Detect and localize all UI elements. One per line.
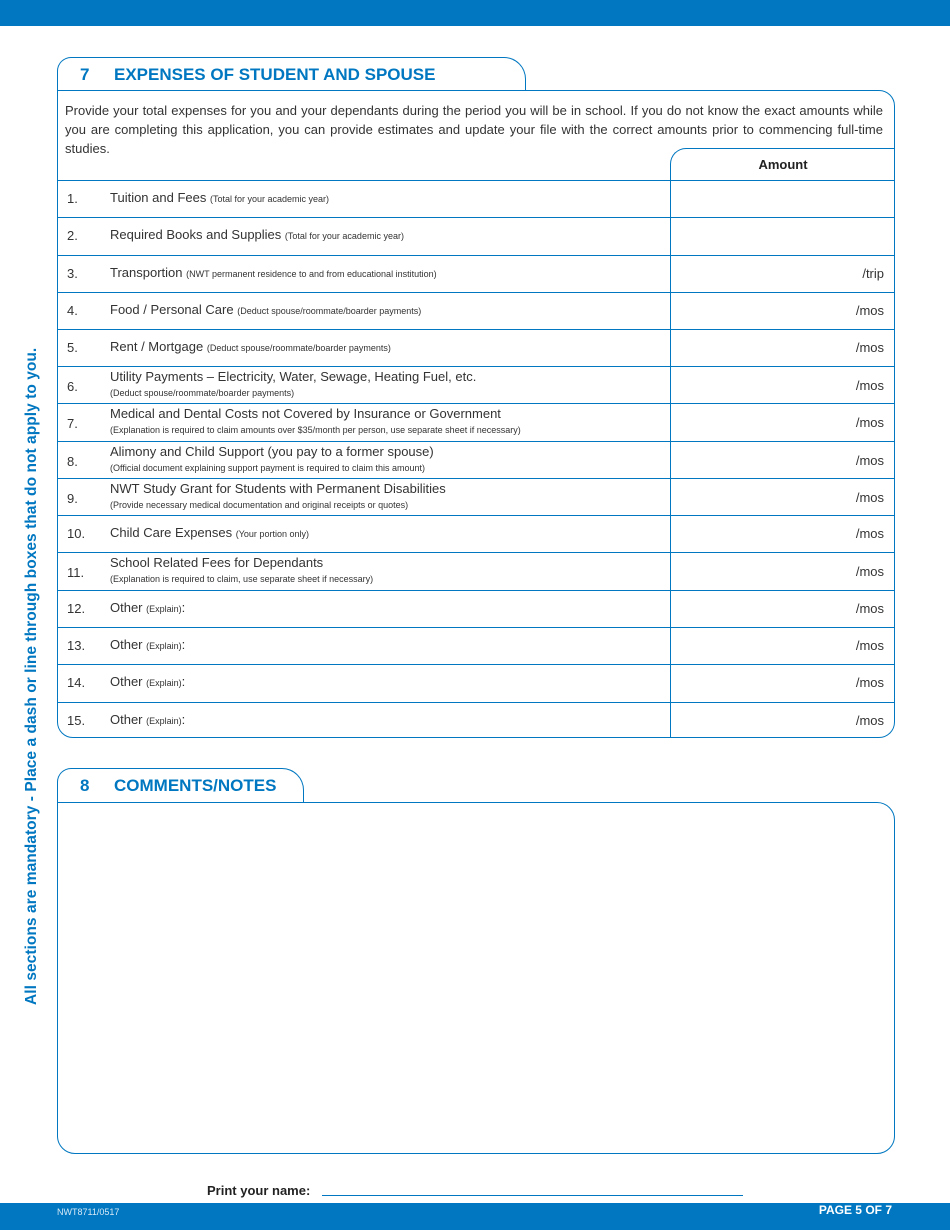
amount-unit: /mos [855, 415, 884, 430]
amount-input[interactable] [670, 703, 894, 737]
expense-row [58, 590, 894, 627]
print-name-label: Print your name: [207, 1183, 311, 1198]
row-note: (Explain) [146, 604, 182, 614]
footer-bar [0, 1203, 950, 1230]
expense-row [58, 702, 894, 737]
amount-unit: /mos [855, 713, 884, 728]
expense-row [58, 403, 894, 441]
row-subnote: (Official document explaining support payment is required to claim this amount) [110, 463, 425, 473]
row-label [110, 555, 323, 570]
amount-input[interactable] [670, 442, 894, 478]
amount-input[interactable] [670, 479, 894, 515]
amount-input[interactable] [670, 404, 894, 441]
row-label-suffix: : [181, 600, 186, 615]
row-number: 9. [67, 491, 78, 506]
row-label-text: Rent / Mortgage [110, 339, 204, 354]
expense-row [58, 217, 894, 255]
amount-input[interactable] [670, 256, 894, 292]
row-label-text: Food / Personal Care [110, 302, 234, 317]
expense-row [58, 329, 894, 366]
amount-unit: /mos [855, 675, 884, 690]
section-7-title: EXPENSES OF STUDENT AND SPOUSE [114, 65, 436, 84]
print-name-field[interactable] [322, 1195, 743, 1196]
row-note: (NWT permanent residence to and from educational institution) [186, 269, 437, 279]
amount-unit: /mos [855, 601, 884, 616]
row-number: 1. [67, 191, 78, 206]
row-label-suffix: : [181, 712, 186, 727]
row-label-text: Alimony and Child Support (you pay to a former spouse) [110, 444, 434, 459]
form-code: NWT8711/0517 [57, 1207, 120, 1217]
section-8-number: 8 [80, 776, 90, 795]
section-8-header [57, 768, 304, 803]
mandatory-note: All sections are mandatory - Place a dash or line through boxes that do not apply to you. [23, 347, 40, 1005]
amount-unit: /mos [855, 638, 884, 653]
expenses-box [57, 90, 895, 738]
amount-unit: /mos [855, 340, 884, 355]
row-label [110, 444, 434, 459]
row-subnote: (Provide necessary medical documentation and original receipts or quotes) [110, 500, 409, 510]
row-note: (Explain) [146, 641, 182, 651]
section-8-title: COMMENTS/NOTES [114, 776, 277, 795]
row-label-text: NWT Study Grant for Students with Permanent Disabilities [110, 481, 446, 496]
expense-row [58, 627, 894, 664]
row-label-text: Utility Payments – Electricity, Water, Sewage, Heating Fuel, etc. [110, 369, 477, 384]
row-label-text: Other [110, 600, 143, 615]
amount-input[interactable] [670, 181, 894, 217]
row-label-text: Tuition and Fees [110, 190, 207, 205]
row-label [110, 712, 185, 727]
expense-row [58, 664, 894, 702]
amount-unit: /mos [855, 303, 884, 318]
row-number: 7. [67, 416, 78, 431]
row-label [110, 369, 476, 384]
row-note: (Explain) [146, 678, 182, 688]
expense-rows [58, 180, 894, 737]
section-7-number: 7 [80, 65, 90, 84]
row-number: 3. [67, 266, 78, 281]
row-label [110, 190, 329, 205]
row-number: 10. [67, 526, 86, 541]
row-label-text: Other [110, 674, 143, 689]
section-7-header [57, 57, 526, 91]
amount-input[interactable] [670, 591, 894, 627]
row-label [110, 481, 446, 496]
amount-input[interactable] [670, 293, 894, 329]
row-label [110, 674, 185, 689]
amount-input[interactable] [670, 665, 894, 702]
amount-unit: /trip [862, 266, 884, 281]
row-label-text: Other [110, 637, 143, 652]
expense-row [58, 478, 894, 515]
row-note: (Total for your academic year) [209, 194, 330, 204]
amount-unit: /mos [855, 526, 884, 541]
row-label-text: Required Books and Supplies [110, 227, 282, 242]
expense-row [58, 180, 894, 217]
expense-row [58, 366, 894, 403]
amount-input[interactable] [670, 330, 894, 366]
expense-row [58, 441, 894, 478]
row-note: (Your portion only) [235, 529, 309, 539]
row-note: (Explain) [146, 716, 182, 726]
row-number: 4. [67, 303, 78, 318]
expense-row [58, 515, 894, 552]
row-label [110, 339, 391, 354]
row-number: 12. [67, 601, 86, 616]
row-number: 8. [67, 454, 78, 469]
amount-unit: /mos [855, 378, 884, 393]
expense-row [58, 292, 894, 329]
row-note: (Total for your academic year) [284, 231, 404, 241]
row-label-text: Child Care Expenses [110, 525, 233, 540]
header-bar [0, 0, 950, 26]
row-note: (Deduct spouse/roommate/boarder payments) [237, 306, 422, 316]
amount-input[interactable] [670, 516, 894, 552]
page-number: PAGE 5 OF 7 [818, 1203, 892, 1217]
amount-input[interactable] [670, 218, 894, 255]
row-subnote: (Deduct spouse/roommate/boarder payments) [110, 388, 295, 398]
amount-input[interactable] [670, 367, 894, 403]
row-subnote: (Explanation is required to claim, use separate sheet if necessary) [110, 574, 374, 584]
row-number: 11. [67, 565, 85, 580]
amount-unit: /mos [855, 564, 884, 579]
row-label-suffix: : [181, 637, 186, 652]
row-number: 13. [67, 638, 86, 653]
row-label [110, 227, 404, 242]
row-number: 6. [67, 379, 78, 394]
row-label [110, 265, 437, 280]
amount-unit: /mos [855, 453, 884, 468]
row-label [110, 302, 421, 317]
expense-row [58, 552, 894, 590]
amount-input[interactable] [670, 553, 894, 590]
row-number: 5. [67, 340, 78, 355]
row-label [110, 600, 185, 615]
row-number: 15. [67, 713, 86, 728]
row-label-text: School Related Fees for Dependants [110, 555, 324, 570]
expense-row [58, 255, 894, 292]
amount-unit: /mos [855, 490, 884, 505]
row-note: (Deduct spouse/roommate/boarder payments) [206, 343, 391, 353]
comments-notes-field[interactable] [57, 802, 895, 1154]
row-subnote: (Explanation is required to claim amounts over $35/month per person, use separate sheet if necessary) [110, 425, 521, 435]
amount-input[interactable] [670, 628, 894, 664]
amount-column-header: Amount [670, 148, 895, 180]
row-label [110, 406, 501, 421]
row-label-text: Other [110, 712, 143, 727]
row-label-text: Medical and Dental Costs not Covered by Insurance or Government [110, 406, 501, 421]
expenses-instructions: Provide your total expenses for you and your dependants during the period you will be in school. If you do not know the exact amounts while you are completing this application, you can provide estimates and update your file with the correct amounts prior to commencing full-time studies. [65, 103, 883, 156]
row-label-suffix: : [181, 674, 186, 689]
row-number: 2. [67, 228, 78, 243]
row-label [110, 637, 185, 652]
row-label [110, 525, 309, 540]
row-label-text: Transportion [110, 265, 183, 280]
row-number: 14. [67, 675, 86, 690]
